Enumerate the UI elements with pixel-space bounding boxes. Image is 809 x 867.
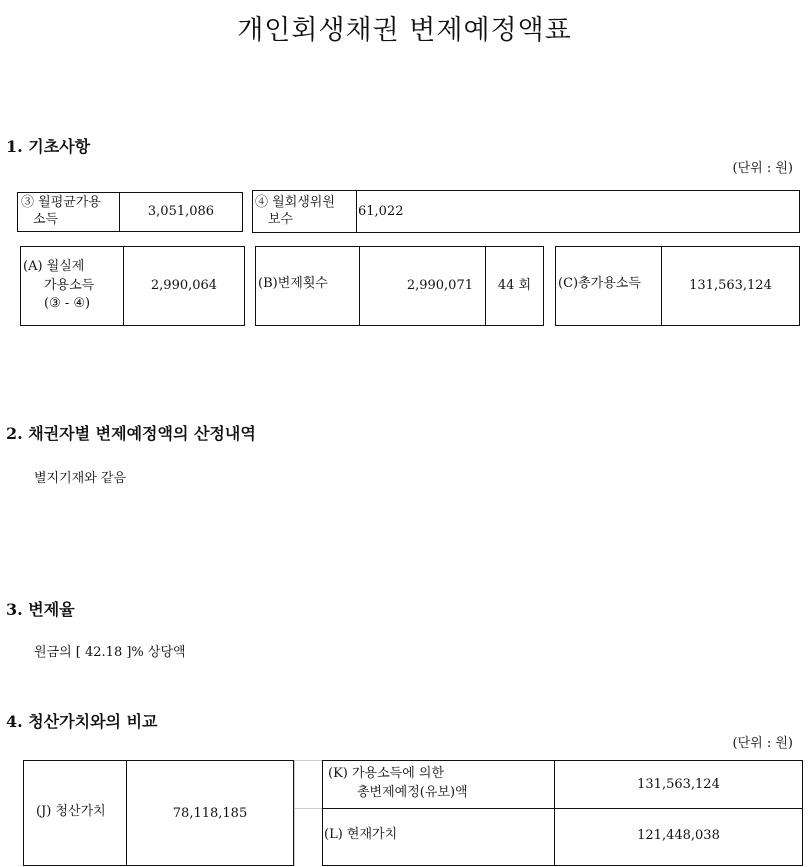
repayment-count-label: (B)변제횟수 <box>258 276 328 291</box>
present-value-label: (L) 현재가치 <box>324 827 398 842</box>
section-3-heading: 3. 변제율 <box>6 600 75 619</box>
total-income-value: 131,563,124 <box>689 278 772 293</box>
planned-repayment-value: 131,563,124 <box>637 777 720 792</box>
section-1-unit: (단위 : 원) <box>732 161 793 176</box>
section-3-text: 원금의 [ 42.18 ]% 상당액 <box>34 645 186 660</box>
divider <box>554 760 555 866</box>
planned-repayment-label: (K) 가용소득에 의한 <box>328 766 445 781</box>
planned-repayment-label-2: 총변제예정(유보)액 <box>357 785 468 800</box>
liquidation-value: 78,118,185 <box>172 806 248 821</box>
actual-income-label-2: 가용소득 <box>44 278 95 293</box>
section-2-text: 별지기재와 같음 <box>34 471 127 486</box>
actual-income-label: (A) 월실제 <box>23 259 85 274</box>
liquidation-value-label: (J) 청산가치 <box>36 804 106 819</box>
divider <box>294 760 322 761</box>
repayment-count-value: 44 회 <box>497 278 532 293</box>
actual-income-value: 2,990,064 <box>150 278 218 293</box>
present-value: 121,448,038 <box>637 828 720 843</box>
page-title: 개인회생채권 변제예정액표 <box>237 15 572 46</box>
trustee-fee-label: ④ 월회생위원 <box>255 195 335 210</box>
monthly-income-value: 3,051,086 <box>147 204 215 219</box>
repayment-amount-value: 2,990,071 <box>406 278 473 293</box>
total-income-label: (C)총가용소득 <box>558 276 641 291</box>
divider <box>294 808 322 809</box>
section-4-heading: 4. 청산가치와의 비교 <box>6 712 158 731</box>
monthly-income-label: ③ 월평균가용 <box>21 195 101 210</box>
divider <box>322 808 803 809</box>
section-4-unit: (단위 : 원) <box>732 736 793 751</box>
monthly-income-label-2: 소득 <box>33 212 59 227</box>
trustee-fee-value: 61,022 <box>358 204 404 219</box>
divider <box>356 190 357 233</box>
actual-income-formula: (③ - ④) <box>44 296 91 311</box>
trustee-fee-label-2: 보수 <box>268 212 294 227</box>
divider <box>294 760 295 866</box>
section-1-heading: 1. 기초사항 <box>6 137 91 156</box>
section-2-heading: 2. 채권자별 변제예정액의 산정내역 <box>6 424 256 443</box>
